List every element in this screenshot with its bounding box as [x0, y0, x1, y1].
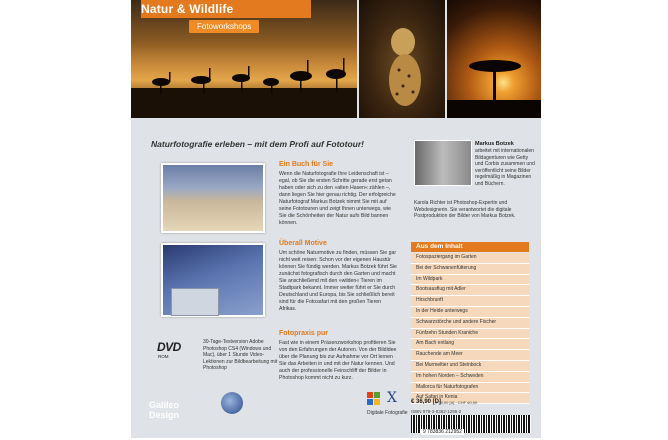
photoshop-screenshot — [171, 288, 219, 316]
list-item: Schwarzstörche und andere Fischer — [411, 318, 529, 329]
author-name: Markus Botzek — [475, 141, 514, 147]
dvd-logo: DVD — [157, 340, 181, 354]
acacia-sunset-photo — [447, 0, 541, 118]
list-item: Im hohen Norden – Schweden — [411, 372, 529, 383]
list-item: In der Heide unterwegs — [411, 307, 529, 318]
publisher-name: Galileo Design — [149, 400, 180, 420]
section-heading: Überall Motive — [279, 240, 327, 247]
tagline: Naturfotografie erleben – mit dem Profi auf Fototour! — [151, 139, 364, 149]
header-photos — [131, 0, 541, 118]
authors-photo — [414, 140, 472, 186]
barcode-number: 9 783836 212952 — [423, 429, 462, 435]
price: € 36,90 [D] — [411, 399, 442, 405]
category-label: Digitale Fotografie — [367, 410, 408, 416]
price-note: € 38,00 [A] · CHF 60,90 — [435, 400, 478, 405]
list-item: Fünfzehn Stunden Kraniche — [411, 329, 529, 340]
list-item: Fotospaziergang im Garten — [411, 253, 529, 264]
book-title: Natur & Wildlife — [141, 2, 234, 16]
list-item: Mallorca für Naturfotografen — [411, 383, 529, 394]
dvd-description: 30-Tage-Testversion Adobe Photoshop CS4 (Windows und Mac), über 1 Stunde Video-Lektionen zur Bildbearbeitung mit Photoshop — [203, 339, 278, 371]
tree-silhouette-icon — [447, 0, 541, 118]
list-item: Hirschbrunft — [411, 296, 529, 307]
list-item: Bei der Schwanenfütterung — [411, 264, 529, 275]
contents-heading — [411, 242, 529, 252]
contents-list — [411, 253, 529, 404]
dvd-logo-sub: ROM — [158, 354, 169, 359]
section-text: Wenn die Naturfotografie Ihre Leidenschaft ist – egal, ob Sie die ersten Schritte gerade erst getan haben oder sich zu den »alten Hasen« zählen –, dann liegen Sie hier genau richtig. Der erfolgreiche Naturfotograf Markus Botzek nimmt Sie mit auf seine Fototouren und zeigt Ihnen unterwegs, wie Sie die Schönheiten der Natur aufs Bild bannen können. — [279, 171, 396, 226]
list-item: Am Bach entlang — [411, 339, 529, 350]
cheetah-icon — [359, 0, 445, 118]
cheetah-photo — [359, 0, 445, 118]
contents-heading-label: Aus dem Inhalt — [416, 243, 463, 250]
section-heading: Ein Buch für Sie — [279, 161, 334, 168]
photographer-photo — [161, 163, 265, 233]
series-tag: Fotoworkshops — [189, 20, 259, 33]
list-item: Bei Murmeltier und Steinbock — [411, 361, 529, 372]
section-heading: Fotopraxis pur — [279, 330, 329, 337]
list-item: Bootsausflug mit Adler — [411, 285, 529, 296]
list-item: Auf Safari in Kenia — [411, 393, 529, 404]
author-bio: arbeitet mit internationalen Bildagenturen wie Getty und Corbis zusammen und veröffentlicht seine Bilder regelmäßig in Magazinen und Büchern. — [475, 148, 535, 187]
list-item: Im Wildpark — [411, 275, 529, 286]
isbn: ISBN 978-3-8362-1295-2 — [411, 409, 462, 414]
section-text: Fast wie in einem Präsenzworkshop profitieren Sie von den Erfahrungen der Autoren. Von der Bildidee über die Planung bis zur Aufnahme vor Ort lernen Sie das Arbeiten in und mit der Natur kennen. Und auch der professionelle Feinschliff der Bilder in Photoshop kommt nicht zu kurz. — [279, 340, 397, 381]
windows-logo-icon — [367, 392, 381, 406]
section-text: Um schöne Naturmotive zu finden, müssen Sie gar nicht weit reisen: Schon vor der eigenen Haustür können Sie fündig werden. Markus Botzek führt Sie zunächst fotografisch durch den Garten und macht Sie anschließend mit den »wilden« Tieren im Stadtpark bekannt. Immer weiter führt er Sie durch Deutschland und Europa, bis Sie schließlich bereit sind für die Fotosafari mit den großen Tieren Afrikas. — [279, 250, 397, 312]
cover-panel — [131, 0, 541, 438]
co-author-bio: Karola Richter ist Photoshop-Expertin und Webdesignerin. Sie verantwortet die digitale Postproduktion der Bilder von Markus Botzek. — [414, 200, 516, 220]
mac-os-x-icon: X — [387, 390, 397, 406]
publisher-circle-icon — [221, 392, 243, 414]
list-item: Rauchende am Meer — [411, 350, 529, 361]
